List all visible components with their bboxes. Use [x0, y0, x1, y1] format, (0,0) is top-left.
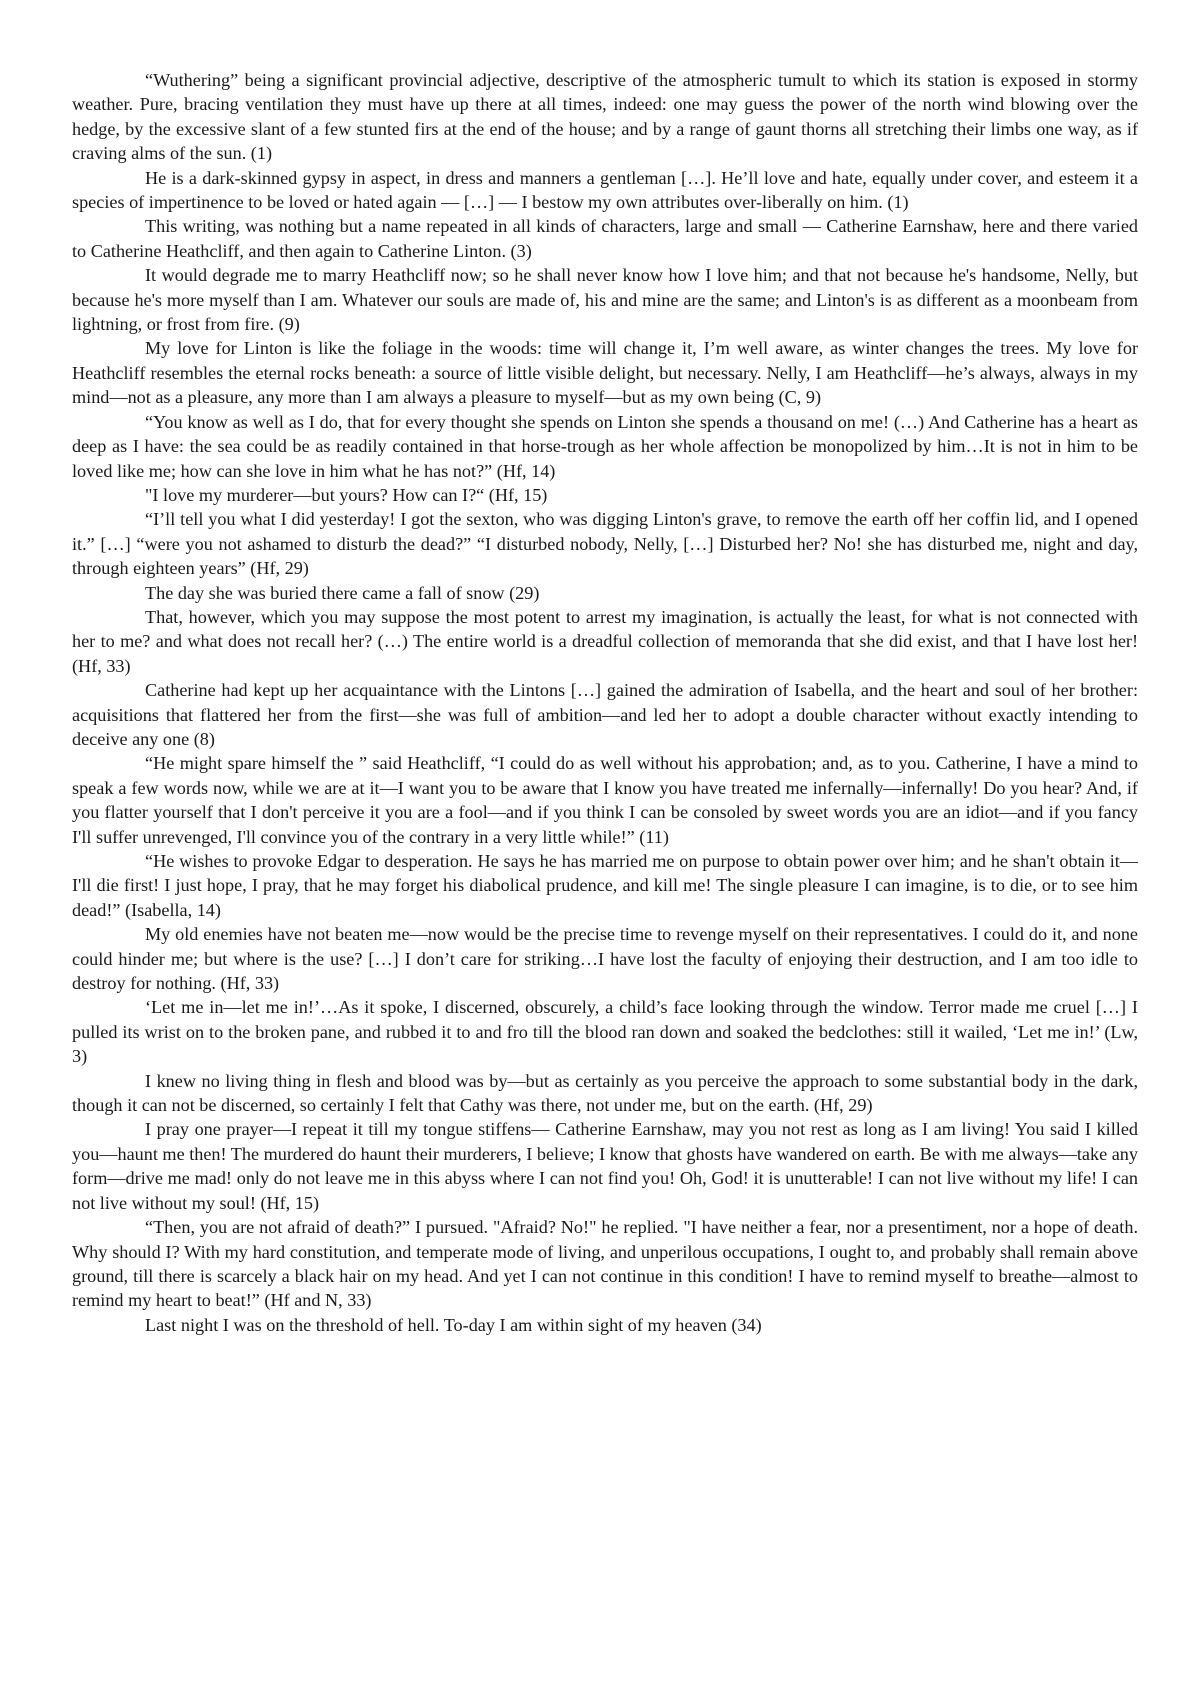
quote-paragraph: My love for Linton is like the foliage in the woods: time will change it, I’m well aware, as winter changes the trees. My love for Heathcliff resembles the eternal rocks beneath: a source of little visible delight, but necessary. Nelly, I am Heathcliff—he’s always, always in my mind—not as a pleasure, any more than I am always a pleasure to myself—but as my own being (C, 9)	[72, 338, 1138, 408]
quote-paragraph: My old enemies have not beaten me—now would be the precise time to revenge myself on their representatives. I could do it, and none could hinder me; but where is the use? […] I don’t care for striking…I have lost the faculty of enjoying their destruction, and I am too idle to destroy for nothing. (Hf, 33)	[72, 924, 1138, 994]
quote-paragraph: The day she was buried there came a fall of snow (29)	[145, 582, 540, 603]
quote-paragraph: “He might spare himself the ” said Heathcliff, “I could do as well without his approbation; and, as to you. Catherine, I have a mind to speak a few words now, while we are at it—I want you to be aware that I know you have treated me infernally—infernally! Do you hear? And, if you flatter yourself that I don't perceive it you are a fool—and if you think I can be consoled by sweet words you are an idiot—and if you fancy I'll suffer unrevenged, I'll convince you of the contrary in a very little while!” (11)	[72, 753, 1138, 847]
quote-paragraph: Last night I was on the threshold of hell. To-day I am within sight of my heaven (34)	[145, 1314, 762, 1335]
quote-paragraph: It would degrade me to marry Heathcliff now; so he shall never know how I love him; and that not because he's handsome, Nelly, but because he's more myself than I am. Whatever our souls are made of, his and mine are the same; and Linton's is as different as a moonbeam from lightning, or frost from fire. (9)	[72, 265, 1138, 335]
quote-paragraph: I pray one prayer—I repeat it till my tongue stiffens— Catherine Earnshaw, may you not rest as long as I am living! You said I killed you—haunt me then! The murdered do haunt their murderers, I believe; I know that ghosts have wandered on earth. Be with me always—take any form—drive me mad! only do not leave me in this abyss where I can not find you! Oh, God! it is unutterable! I can not live without my life! I can not live without my soul! (Hf, 15)	[72, 1119, 1138, 1213]
quote-paragraph: I knew no living thing in flesh and blood was by—but as certainly as you perceive the approach to some substantial body in the dark, though it can not be discerned, so certainly I felt that Cathy was there, not under me, but on the earth. (Hf, 29)	[72, 1070, 1138, 1116]
quote-paragraph: “You know as well as I do, that for every thought she spends on Linton she spends a thousand on me! (…) And Catherine has a heart as deep as I have: the sea could be as readily contained in that horse-trough as her whole affection be monopolized by him…It is not in him to be loved like me; how can she love in him what he has not?” (Hf, 14)	[72, 411, 1138, 481]
quote-paragraph: ‘Let me in—let me in!’…As it spoke, I discerned, obscurely, a child’s face looking through the window. Terror made me cruel […] I pulled its wrist on to the broken pane, and rubbed it to and fro till the blood ran down and soaked the bedclothes: still it wailed, ‘Let me in!’ (Lw, 3)	[72, 997, 1138, 1067]
quote-paragraph: That, however, which you may suppose the most potent to arrest my imagination, is actually the least, for what is not connected with her to me? and what does not recall her? (…) The entire world is a dreadful collection of memoranda that she did exist, and that I have lost her! (Hf, 33)	[72, 606, 1138, 676]
quote-paragraph: “Then, you are not afraid of death?” I pursued. "Afraid? No!" he replied. "I have neither a fear, nor a presentiment, nor a hope of death. Why should I? With my hard constitution, and temperate mode of living, and unperilous occupations, I ought to, and probably shall remain above ground, till there is scarcely a black hair on my head. And yet I can not continue in this condition! I have to remind myself to breathe—almost to remind my heart to beat!” (Hf and N, 33)	[72, 1217, 1138, 1311]
quote-paragraph: He is a dark-skinned gypsy in aspect, in dress and manners a gentleman […]. He’ll love and hate, equally under cover, and esteem it a species of impertinence to be loved or hated again — […] — I bestow my own attributes over-liberally on him. (1)	[72, 167, 1138, 213]
quote-paragraph: “I’ll tell you what I did yesterday! I got the sexton, who was digging Linton's grave, to remove the earth off her coffin lid, and I opened it.” […] “were you not ashamed to disturb the dead?” “I disturbed nobody, Nelly, […] Disturbed her? No! she has disturbed me, night and day, through eighteen years” (Hf, 29)	[72, 509, 1138, 579]
quote-paragraph: Catherine had kept up her acquaintance with the Lintons […] gained the admiration of Isabella, and the heart and soul of her brother: acquisitions that flattered her from the first—she was full of ambition—and led her to adopt a double character without exactly intending to deceive any one (8)	[72, 680, 1138, 749]
quote-paragraph: “Wuthering” being a significant provincial adjective, descriptive of the atmospheric tumult to which its station is exposed in stormy weather. Pure, bracing ventilation they must have up there at all times, indeed: one may guess the power of the north wind blowing over the hedge, by the excessive slant of a few stunted firs at the end of the house; and by a range of gaunt thorns all stretching their limbs one way, as if craving alms of the sun. (1)	[72, 70, 1138, 164]
quote-paragraph: "I love my murderer—but yours? How can I?“ (Hf, 15)	[145, 484, 548, 505]
quote-paragraph: This writing, was nothing but a name repeated in all kinds of characters, large and small — Catherine Earnshaw, here and there varied to Catherine Heathcliff, and then again to Catherine Linton. (3)	[72, 216, 1138, 261]
document-page	[72, 68, 1138, 1337]
quote-paragraph: “He wishes to provoke Edgar to desperation. He says he has married me on purpose to obtain power over him; and he shan't obtain it—I'll die first! I just hope, I pray, that he may forget his diabolical prudence, and kill me! The single pleasure I can imagine, is to die, or to see him dead!” (Isabella, 14)	[72, 851, 1138, 920]
